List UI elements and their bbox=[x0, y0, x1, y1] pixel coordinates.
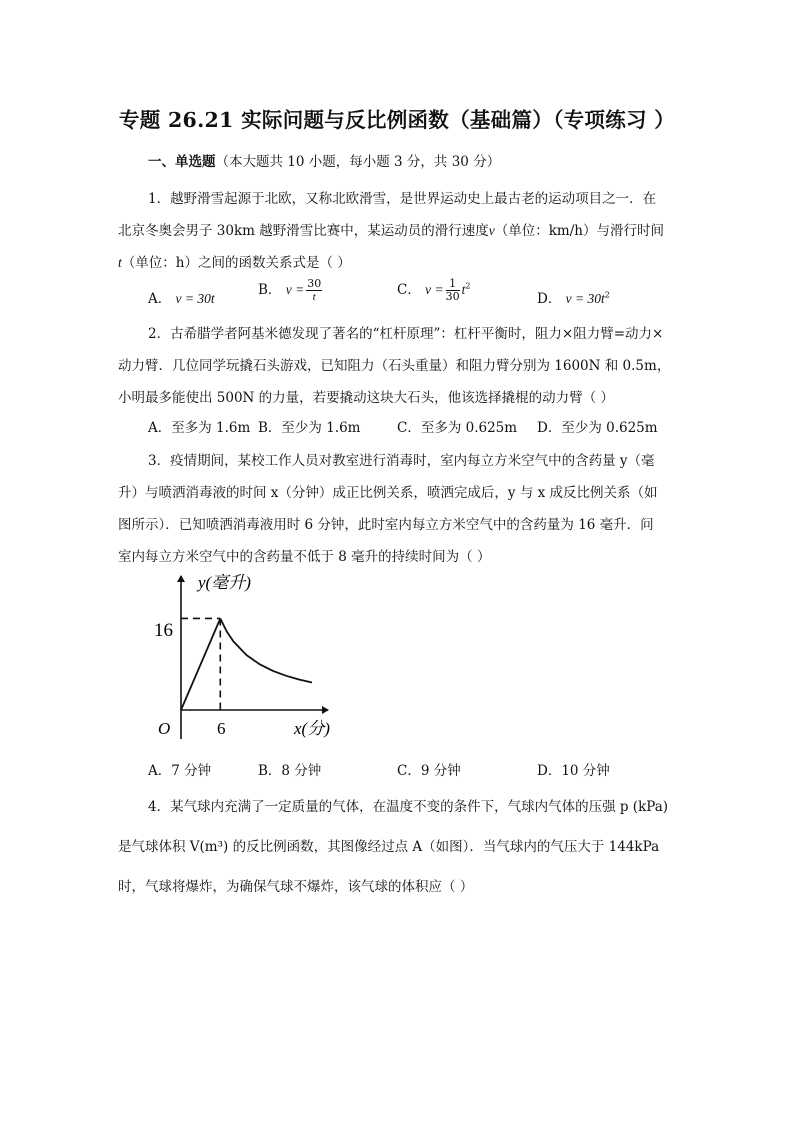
q3-option-b[interactable]: B．8 分钟 bbox=[258, 763, 322, 779]
section-prefix: 一、单选题 bbox=[148, 154, 216, 170]
x-tick-label-6: 6 bbox=[217, 719, 226, 738]
section-note: （本大题共 10 小题，每小题 3 分，共 30 分） bbox=[215, 154, 501, 170]
q1-line-1: 1．越野滑雪起源于北欧，又称北欧滑雪，是世界运动史上最古老的运动项目之一．在 bbox=[148, 191, 657, 207]
series-line-rising bbox=[181, 619, 220, 711]
q1-option-c-exp: 2 bbox=[465, 281, 471, 291]
section-header bbox=[148, 150, 500, 170]
x-axis-label: x(分) bbox=[294, 719, 330, 738]
q1-option-c[interactable] bbox=[397, 278, 470, 303]
q3-option-d[interactable]: D．10 分钟 bbox=[537, 763, 610, 779]
q1-option-a-expr: v = 30t bbox=[175, 291, 215, 306]
q3-option-a[interactable]: A．7 分钟 bbox=[148, 763, 212, 779]
q1-option-b-fraction bbox=[306, 278, 322, 303]
q4-line-2: 是气球体积 V(m³) 的反比例函数，其图像经过点 A（如图）．当气球内的气压大于 144kPa bbox=[118, 839, 660, 855]
q3-option-c[interactable]: C．9 分钟 bbox=[397, 763, 461, 779]
q2-line-1: 2．古希腊学者阿基米德发现了著名的“杠杆原理”：杠杆平衡时，阻力×阻力臂=动力× bbox=[148, 326, 664, 342]
q1-option-b-den: t bbox=[312, 291, 316, 303]
q2-line-2: 动力臂．几位同学玩撬石头游戏，已知阻力（石头重量）和阻力臂分别为 1600N 和 0.5m， bbox=[118, 358, 671, 374]
q1-line-2a: 北京冬奥会男子 30km 越野滑雪比赛中，某运动员的滑行速度 bbox=[118, 223, 489, 239]
q2-option-c[interactable]: C．至多为 0.625m bbox=[397, 420, 518, 436]
q1-option-d-exp: 2 bbox=[604, 290, 610, 300]
q1-option-b-letter: B． bbox=[258, 282, 282, 298]
q1-option-c-fraction bbox=[446, 278, 460, 303]
q1-var-v: v bbox=[488, 223, 495, 238]
q3-graph bbox=[150, 570, 340, 742]
q1-line-3 bbox=[118, 251, 351, 271]
q1-line-2 bbox=[118, 219, 664, 239]
q2-line-3: 小明最多能使出 500N 的力量，若要撬动这块大石头，他该选择撬棍的动力臂（ ） bbox=[118, 390, 614, 406]
q1-option-c-den: 30 bbox=[445, 290, 460, 303]
q1-option-d[interactable] bbox=[537, 287, 610, 307]
q1-option-b[interactable] bbox=[258, 278, 324, 303]
q2-option-b[interactable]: B．至少为 1.6m bbox=[258, 420, 361, 436]
series-curve-falling bbox=[220, 619, 312, 683]
q1-option-d-letter: D． bbox=[537, 291, 562, 307]
q1-option-c-lhs: v = bbox=[425, 282, 444, 297]
q4-line-3: 时，气球将爆炸，为确保气球不爆炸，该气球的体积应（ ） bbox=[118, 879, 474, 895]
page-title: 专题 26.21 实际问题与反比例函数（基础篇）（专项练习 ） bbox=[118, 108, 676, 132]
q1-option-a[interactable] bbox=[148, 287, 215, 307]
q1-option-a-letter: A． bbox=[148, 291, 172, 307]
q3-line-2: 升）与喷洒消毒液的时间 x（分钟）成正比例关系，喷洒完成后，y 与 x 成反比例关系（如 bbox=[118, 485, 658, 501]
q1-var-t: t bbox=[118, 255, 122, 270]
q1-option-c-num: 1 bbox=[446, 278, 460, 291]
q1-option-b-num: 30 bbox=[307, 277, 322, 290]
q4-line-1: 4．某气球内充满了一定质量的气体，在温度不变的条件下，气球内气体的压强 p (kPa) bbox=[148, 799, 669, 815]
q3-line-4: 室内每立方米空气中的含药量不低于 8 毫升的持续时间为（ ） bbox=[118, 549, 491, 565]
q1-option-c-letter: C． bbox=[397, 282, 421, 298]
q2-option-d[interactable]: D．至少为 0.625m bbox=[537, 420, 658, 436]
q2-option-a[interactable]: A．至多为 1.6m bbox=[148, 420, 251, 436]
q1-option-c-var: t bbox=[461, 282, 466, 297]
q3-line-1: 3．疫情期间，某校工作人员对教室进行消毒时，室内每立方米空气中的含药量 y（毫 bbox=[148, 453, 655, 469]
q1-option-d-expr: v = 30t bbox=[565, 291, 605, 306]
q1-line-3-text: （单位：h）之间的函数关系式是（ ） bbox=[121, 255, 351, 271]
q1-line-2b: （单位：km/h）与滑行时间 bbox=[494, 223, 664, 239]
origin-label: O bbox=[158, 719, 171, 738]
q3-line-3: 图所示）．已知喷洒消毒液用时 6 分钟，此时室内每立方米空气中的含药量为 16 毫升．问 bbox=[118, 517, 654, 533]
q1-option-b-lhs: v = bbox=[285, 282, 305, 297]
y-axis-label: y(毫升) bbox=[198, 573, 251, 592]
y-tick-label-16: 16 bbox=[154, 620, 173, 641]
